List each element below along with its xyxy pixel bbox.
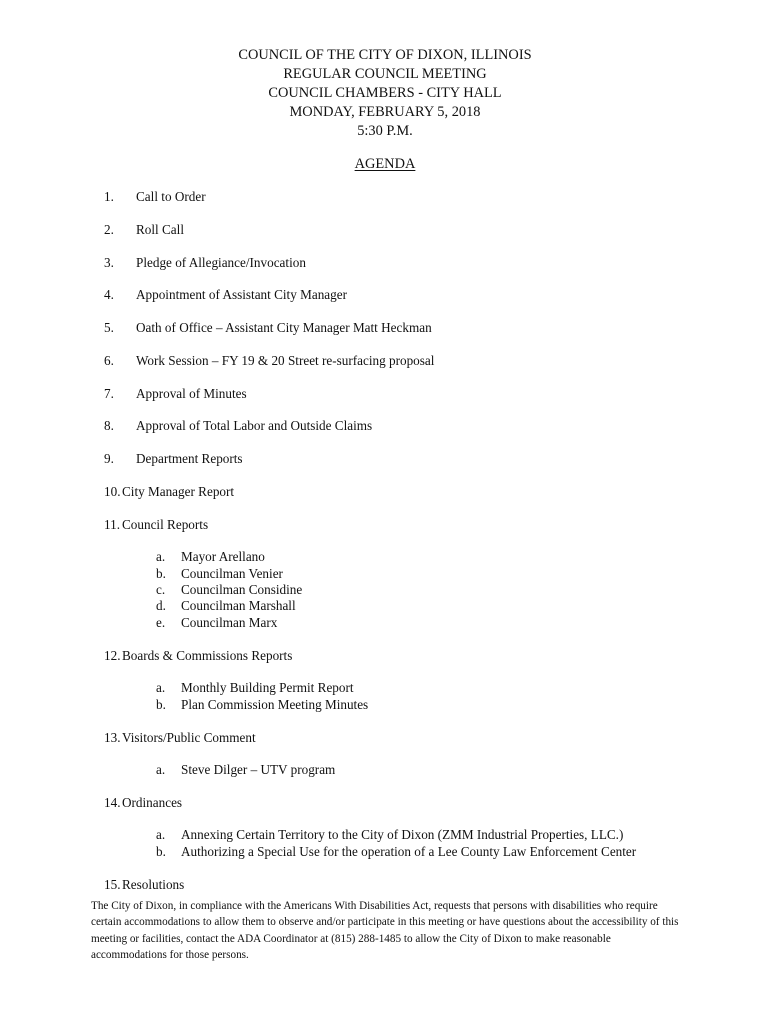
header-meeting-type: REGULAR COUNCIL MEETING bbox=[283, 66, 487, 82]
agenda-subitem-letter: a. bbox=[156, 762, 166, 777]
agenda-item-text: Work Session – FY 19 & 20 Street re-surfacing proposal bbox=[136, 353, 435, 368]
header-council-name: COUNCIL OF THE CITY OF DIXON, ILLINOIS bbox=[238, 47, 532, 63]
header-time: 5:30 P.M. bbox=[357, 123, 413, 139]
agenda-subitem-text: Monthly Building Permit Report bbox=[181, 680, 354, 695]
agenda-subitem-text: Authorizing a Special Use for the operation of a Lee County Law Enforcement Center bbox=[181, 844, 637, 859]
agenda-item-text: Council Reports bbox=[122, 517, 209, 532]
agenda-item-number: 1. bbox=[104, 189, 114, 204]
agenda-subitem-text: Annexing Certain Territory to the City of Dixon (ZMM Industrial Properties, LLC.) bbox=[181, 827, 624, 842]
agenda-item-number: 14. bbox=[104, 795, 121, 810]
agenda-item-number: 6. bbox=[104, 353, 114, 368]
agenda-item-text: Department Reports bbox=[136, 451, 243, 466]
agenda-title-text: AGENDA bbox=[354, 156, 416, 172]
agenda-subitem-text: Councilman Marshall bbox=[181, 598, 296, 613]
agenda-item-number: 15. bbox=[104, 877, 121, 892]
agenda-item-text: Resolutions bbox=[122, 877, 185, 892]
agenda-subitem-letter: a. bbox=[156, 680, 166, 695]
agenda-item-text: Pledge of Allegiance/Invocation bbox=[136, 255, 306, 270]
agenda-item-text: Approval of Total Labor and Outside Claims bbox=[136, 418, 373, 433]
agenda-item-number: 13. bbox=[104, 730, 121, 745]
agenda-subitem-letter: e. bbox=[156, 615, 166, 630]
agenda-subitem-letter: b. bbox=[156, 566, 166, 581]
agenda-item-text: Approval of Minutes bbox=[136, 386, 247, 401]
agenda-subitem-letter: a. bbox=[156, 549, 166, 564]
agenda-item-number: 4. bbox=[104, 287, 114, 302]
agenda-item-text: Boards & Commissions Reports bbox=[122, 648, 293, 663]
agenda-subitem-text: Councilman Venier bbox=[181, 566, 283, 581]
agenda-item-number: 3. bbox=[104, 255, 114, 270]
agenda-subitem-letter: b. bbox=[156, 697, 166, 712]
agenda-subitem-text: Plan Commission Meeting Minutes bbox=[181, 697, 369, 712]
agenda-item-text: Visitors/Public Comment bbox=[122, 730, 256, 745]
agenda-item-number: 11. bbox=[104, 517, 120, 532]
ada-notice: The City of Dixon, in compliance with the Americans With Disabilities Act, requests that persons with disabilities who require certain accommodations to allow them to observe and/or participate in this meeting or have questions about the accessibility of this meeting or facilities, contact the ADA Coordinator at (815) 288-1485 to allow the City of Dixon to make reasonable accommodations for those persons. bbox=[91, 900, 679, 962]
agenda-item-text: Oath of Office – Assistant City Manager Matt Heckman bbox=[136, 320, 432, 335]
agenda-subitem-letter: a. bbox=[156, 827, 166, 842]
agenda-item-number: 5. bbox=[104, 320, 114, 335]
agenda-item-text: City Manager Report bbox=[122, 484, 235, 499]
agenda-item-text: Call to Order bbox=[136, 189, 206, 204]
agenda-item-text: Roll Call bbox=[136, 222, 184, 237]
agenda-subitem-text: Councilman Considine bbox=[181, 582, 303, 597]
agenda-item-text: Ordinances bbox=[122, 795, 183, 810]
agenda-subitem-letter: d. bbox=[156, 598, 166, 613]
agenda-item-number: 9. bbox=[104, 451, 114, 466]
agenda-subitem-text: Mayor Arellano bbox=[181, 549, 265, 564]
agenda-subitem-text: Councilman Marx bbox=[181, 615, 278, 630]
agenda-subitem-text: Steve Dilger – UTV program bbox=[181, 762, 336, 777]
agenda-title bbox=[0, 155, 770, 174]
agenda-item-number: 8. bbox=[104, 418, 114, 433]
meeting-header bbox=[0, 46, 770, 141]
agenda-subitem-letter: b. bbox=[156, 844, 166, 859]
agenda-subitem-letter: c. bbox=[156, 582, 166, 597]
agenda-item-number: 2. bbox=[104, 222, 114, 237]
agenda-item-number: 10. bbox=[104, 484, 121, 499]
agenda-item-text: Appointment of Assistant City Manager bbox=[136, 287, 347, 302]
agenda-item-number: 12. bbox=[104, 648, 121, 663]
header-date: MONDAY, FEBRUARY 5, 2018 bbox=[289, 104, 481, 120]
header-location: COUNCIL CHAMBERS - CITY HALL bbox=[268, 85, 502, 101]
agenda-item-number: 7. bbox=[104, 386, 114, 401]
